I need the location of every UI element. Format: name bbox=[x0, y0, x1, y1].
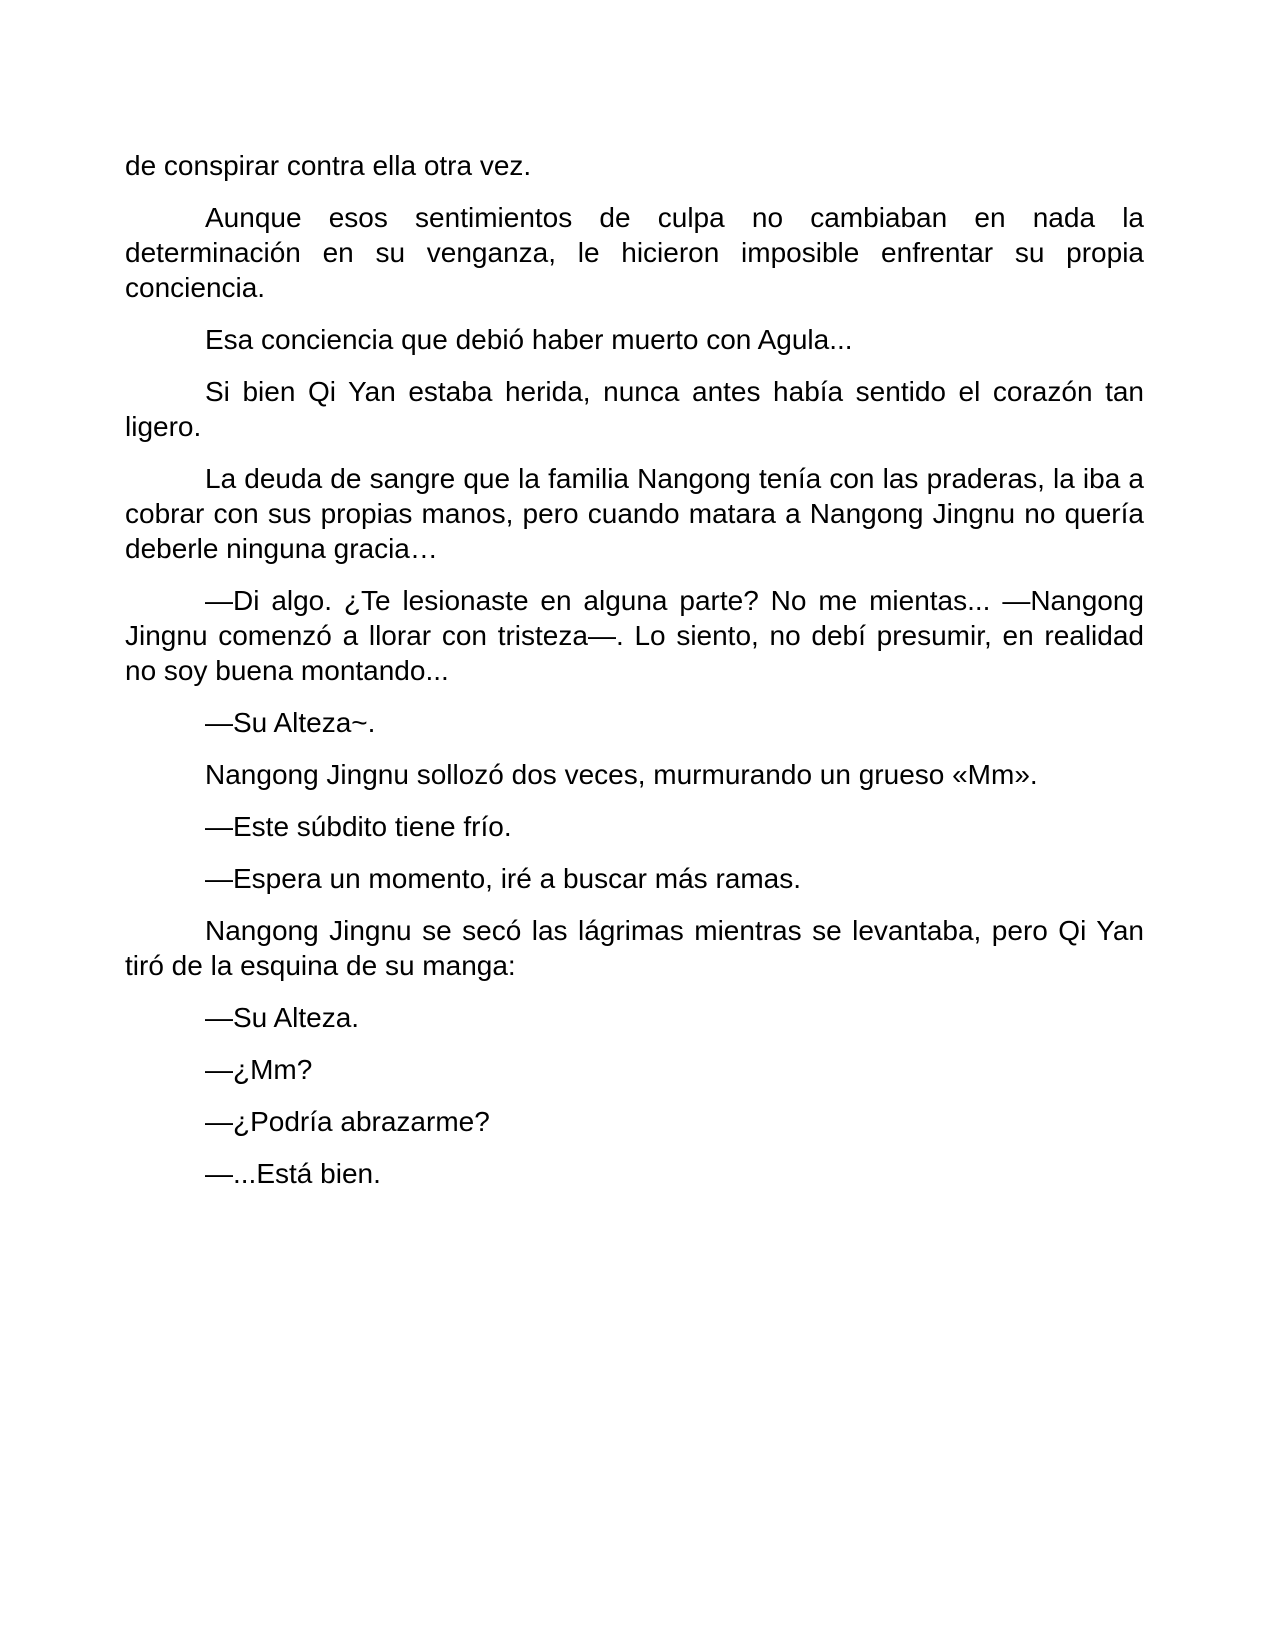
dialogue-paragraph: —Di algo. ¿Te lesionaste en alguna parte? No me mientas... —Nangong Jingnu comenzó a llorar con tristeza—. Lo siento, no debí presumir, en realidad no soy buena montando... bbox=[125, 585, 1144, 686]
dialogue-paragraph: —¿Podría abrazarme? bbox=[205, 1106, 490, 1137]
dialogue-paragraph: —Su Alteza~. bbox=[205, 707, 376, 738]
dialogue-paragraph: —Su Alteza. bbox=[205, 1002, 360, 1033]
paragraph: Nangong Jingnu se secó las lágrimas mientras se levantaba, pero Qi Yan tiró de la esquina de su manga: bbox=[125, 915, 1144, 981]
dialogue-paragraph: —¿Mm? bbox=[205, 1054, 313, 1085]
dialogue-paragraph: —Este súbdito tiene frío. bbox=[205, 811, 512, 842]
paragraph: Aunque esos sentimientos de culpa no cambiaban en nada la determinación en su venganza, le hicieron imposible enfrentar su propia conciencia. bbox=[125, 202, 1144, 303]
dialogue-paragraph: —...Está bien. bbox=[205, 1158, 381, 1189]
body-text bbox=[125, 148, 1144, 1208]
paragraph: Si bien Qi Yan estaba herida, nunca antes había sentido el corazón tan ligero. bbox=[125, 376, 1144, 442]
paragraph: Nangong Jingnu sollozó dos veces, murmurando un grueso «Mm». bbox=[205, 759, 1038, 790]
paragraph: Esa conciencia que debió haber muerto con Agula... bbox=[205, 324, 853, 355]
paragraph-continuation: de conspirar contra ella otra vez. bbox=[125, 150, 532, 181]
dialogue-paragraph: —Espera un momento, iré a buscar más ramas. bbox=[205, 863, 802, 894]
paragraph: La deuda de sangre que la familia Nangong tenía con las praderas, la iba a cobrar con sus propias manos, pero cuando matara a Nangong Jingnu no quería deberle ninguna gracia… bbox=[125, 463, 1144, 564]
